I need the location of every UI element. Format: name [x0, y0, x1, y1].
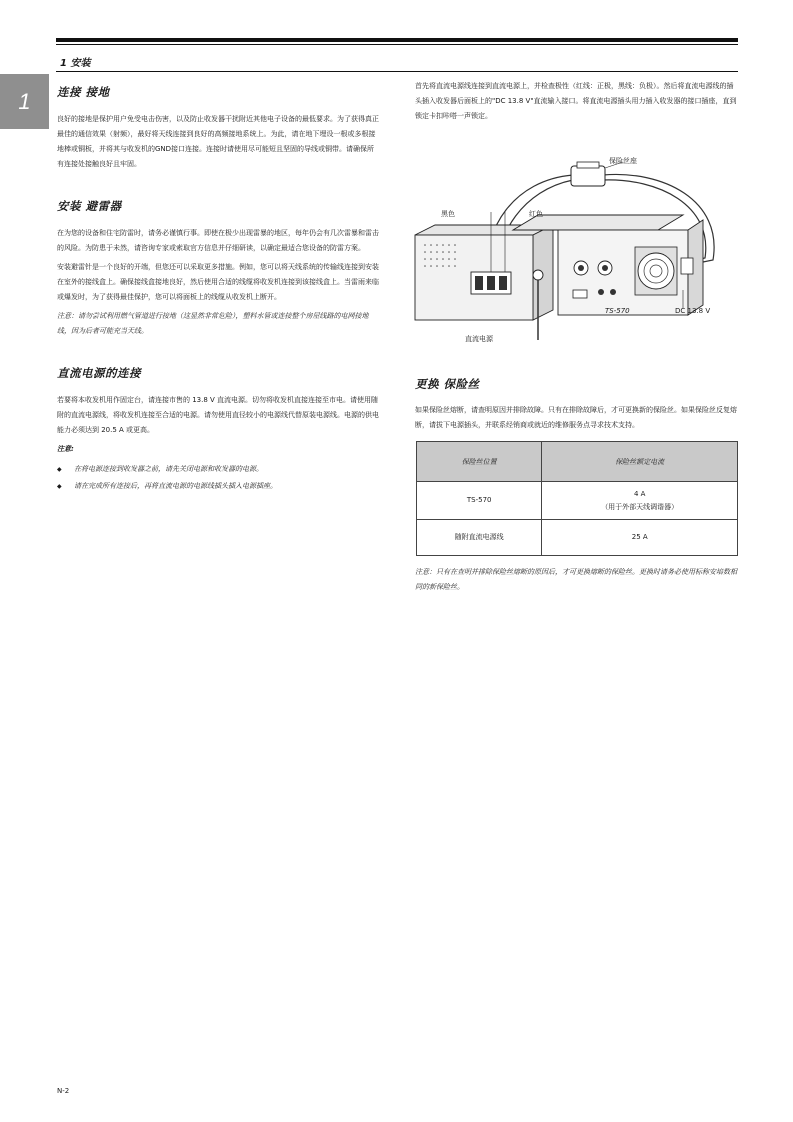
fuse-holder-label: 保险丝座 [609, 157, 637, 165]
section-title: 1 安装 [60, 58, 91, 69]
grounding-paragraph: 良好的接地是保护用户免受电击伤害，以及防止收发器干扰附近其他电子设备的最低要求。为了获得真正最佳的通信效果（射频），最好将天线连接到良好的高频接地系统上。为此，请在地下埋设一根或多根接地棒或铜板，并将其与收发机的GND接口连接。连接时请使用尽可能短且坚固的导线或铜带。请确保所有连接处接触良好且牢固。 [57, 115, 379, 168]
connection-illustration [413, 150, 743, 345]
fuse-rating-cell: 25 A [542, 520, 738, 556]
lightning-heading: 安装 避雷器 [57, 199, 122, 213]
chapter-tab [0, 74, 49, 129]
table-row [417, 482, 738, 520]
fuse-location-header: 保险丝位置 [417, 442, 542, 482]
fuse-rating-cell [542, 482, 738, 520]
fuse-rating-value: 4 A [633, 489, 646, 498]
top-rule [56, 38, 738, 42]
lightning-paragraph-1: 在为您的设备和住宅防雷时，请务必谨慎行事。即使在极少出现雷暴的地区，每年仍会有几次雷暴和雷击的风险。为防患于未然，请咨询专家或索取官方信息并仔细研读，以确定最适合您设备的防雷方案。 [57, 229, 379, 252]
fuse-paragraph: 如果保险丝熔断，请查明原因并排除故障。只有在排除故障后，才可更换新的保险丝。如果保险丝反复熔断，请拔下电源插头，并联系经销商或就近的维修服务点寻求技术支持。 [415, 406, 737, 429]
red-wire-label: 红色 [529, 210, 543, 218]
left-column [57, 84, 379, 496]
table-row [417, 520, 738, 556]
dc-power-bullet-1: ◆ 在将电源连接到收发器之前，请先关闭电源和收发器的电源。 [57, 462, 379, 477]
lightning-paragraph-2: 安装避雷针是一个良好的开端，但您还可以采取更多措施。例如，您可以将天线系统的传输线连接到安装在室外的接线盒上。确保接线盒接地良好，然后使用合适的线缆将收发机连接到该接线盒上。当雷雨来临或爆发时，为了获得最佳保护，您可以将面板上的线缆从收发机上断开。 [57, 263, 379, 301]
dc-power-note-label: 注意: [57, 445, 74, 453]
chapter-number: 1 [18, 88, 31, 114]
model-label: TS-570 [605, 307, 630, 315]
right-column [415, 79, 739, 128]
fuse-note: 注意：只有在查明并排除保险丝熔断的原因后，才可更换熔断的保险丝。更换时请务必使用标称安培数相同的新保险丝。 [415, 568, 737, 591]
dc-power-heading: 直流电源的连接 [57, 366, 141, 380]
lightning-note: 注意：请勿尝试利用燃气管道进行接地（这显然非常危险），塑料水管或连接整个房屋线路的电网接地线，因为后者可能充当天线。 [57, 312, 369, 335]
fuse-table [416, 441, 738, 556]
black-wire-label: 黑色 [441, 210, 455, 218]
fuse-location-cell: TS-570 [417, 482, 542, 520]
top-rule-thin [56, 44, 738, 45]
connection-diagram [413, 150, 743, 345]
grounding-heading: 连接 接地 [57, 85, 110, 99]
header-underline [56, 71, 738, 72]
page-number: N-2 [57, 1087, 70, 1095]
power-supply-label: 直流电源 [465, 335, 493, 343]
dc-power-paragraph: 若要将本收发机用作固定台，请连接市售的 13.8 V 直流电源。切勿将收发机直接连接至市电。请使用随附的直流电源线，将收发机连接至合适的电源。请勿使用直径较小的电源线代替原装电源线。电源的供电能力必须达到 20.5 A 或更高。 [57, 396, 379, 434]
dc-power-bullet-2: ◆ 请在完成所有连接后，再将直流电源的电源线插头插入电源插座。 [57, 479, 379, 494]
fuse-table-header [417, 442, 738, 482]
fuse-heading: 更换 保险丝 [415, 377, 480, 391]
dc-jack-label: DC 13.8 V [675, 307, 711, 315]
connection-paragraph: 首先将直流电源线连接到直流电源上，并检查极性（红线：正极，黑线：负极）。然后将直流电源线的插头插入收发器后面板上的"DC 13.8 V"直流输入接口。将直流电源插头用力插入收发器的接口插座，直到锁定卡扣咔嗒一声锁定。 [415, 82, 737, 120]
fuse-location-cell: 随附直流电源线 [417, 520, 542, 556]
fuse-rating-header: 保险丝额定电流 [542, 442, 738, 482]
fuse-rating-note: （用于外部天线调谐器） [601, 502, 679, 511]
